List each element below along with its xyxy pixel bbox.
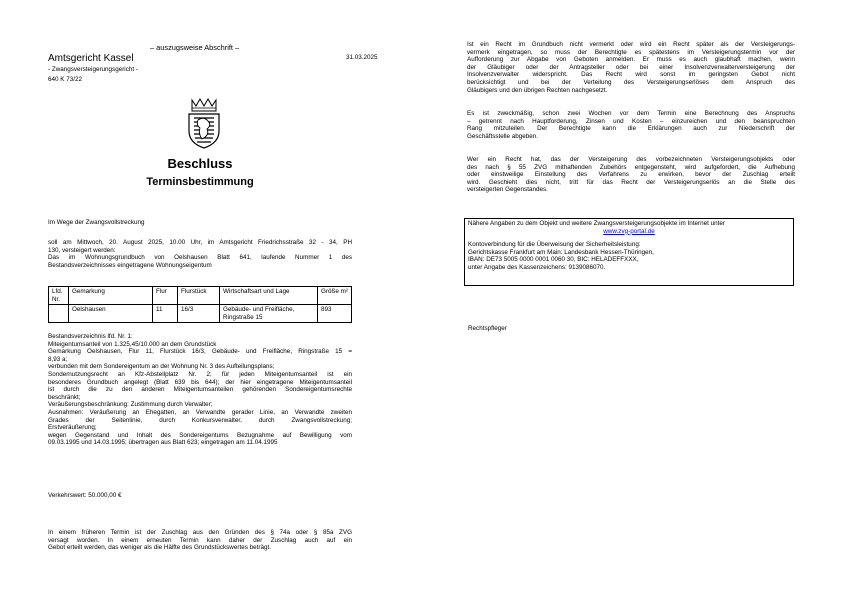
intro-text: Im Wege der Zwangsvollstreckung: [48, 219, 145, 226]
detail-line: verbunden mit dem Sondereigentum an der Wohnung Nr. 3 des Aufteilungsplans;: [48, 363, 275, 371]
hesse-coat-of-arms-icon: [186, 97, 222, 149]
column-header: Lfd. Nr.: [49, 287, 69, 305]
court-name: Amtsgericht Kassel: [48, 53, 134, 64]
market-value: Verkehrswert: 50.000,00 €: [48, 492, 122, 499]
appointment-line: Das im Wohnungsgrundbuch von Oelshausen Blatt 641, laufende Nummer 1 des: [48, 254, 352, 262]
detail-line: besonderes Grundbuch angelegt (Blatt 639 bis 644); der hier eingetragene Miteigentumsanteil: [48, 378, 352, 386]
detail-line: Grades der Seitenlinie, durch Konkursverwalter, durch Zwangsvollstreckung;: [48, 416, 352, 424]
detail-line: Bestandsverzeichnis lfd. Nr. 1:: [48, 333, 133, 340]
table-header-row: [49, 287, 352, 305]
note-line: In einem früheren Termin ist der Zuschlag aus den Gründen des § 74a oder § 85a ZVG: [48, 529, 352, 536]
info-line: Nähere Angaben zu dem Objekt und weitere Zwangsversteigerungsobjekte im Internet unter: [468, 220, 725, 227]
court-department: - Zwangsversteigerungsgericht -: [48, 66, 138, 73]
detail-line: 8,93 a;: [48, 355, 68, 363]
column-header: Flur: [153, 287, 178, 305]
info-line: Kontoverbindung für die Überweisung der Sicherheitsleistung:: [468, 241, 641, 249]
info-line: Gerichtskasse Frankfurt am Main: Landesbank Hessen-Thüringen,: [468, 248, 654, 256]
detail-line: Ausnahmen: Veräußerung an Ehegatten, an Verwandte gerader Linie, an Verwandte zweiten: [48, 408, 352, 416]
column-header: Wirtschaftsart und Lage: [220, 287, 318, 305]
table-row: [49, 305, 352, 323]
column-header: Flurstück: [178, 287, 220, 305]
info-line: IBAN: DE73 5005 0000 0001 0060 30, BIC: HELADEFFXXX,: [468, 256, 639, 264]
detail-line: Veräußerungsbeschränkung: Zustimmung durch Verwalter;: [48, 401, 213, 409]
table-cell: 11: [153, 305, 178, 323]
zvg-portal-link[interactable]: www.zvg-portal.de: [603, 227, 655, 235]
detail-line: beschränkt;: [48, 393, 81, 401]
paragraph-line: Wer ein Recht hat, das der Versteigerung des vorbezeichneten Versteigerungsobjekts oder: [467, 156, 795, 163]
appointment-text: [48, 239, 352, 269]
property-table: [48, 286, 352, 323]
note-line: Gebot erteilt werden, das weniger als die Hälfte des Grundstückswertes beträgt.: [48, 544, 271, 552]
table-cell: [49, 305, 69, 323]
paragraph-line: – getrennt nach Hauptforderung, Zinsen und Kosten – einzureichen und den beanspruchten: [467, 117, 795, 125]
objection-paragraph: [467, 156, 795, 194]
detail-line: wegen Gegenstand und Inhalt des Sondereigentums Bezugnahme auf Bewilligung vom: [48, 431, 352, 439]
detail-line: Gemarkung Oelshausen, Flur 11, Flurstück 16/3, Gebäude- und Freifläche, Ringstraße 15 =: [48, 348, 352, 356]
paragraph-line: des nach § 55 ZVG mithaftenden Zubehörs entgegensteht, wird aufgefordert, die Aufhebung: [467, 163, 795, 171]
signature-label: Rechtspfleger: [468, 325, 507, 332]
document-date: 31.03.2025: [346, 54, 378, 61]
paragraph-line: Geschäftsstelle abgeben.: [467, 132, 539, 140]
table-cell: Oelshausen: [69, 305, 153, 323]
info-line: unter Angabe des Kassenzeichens: 9139086070.: [468, 263, 606, 271]
paragraph-line: Insolvenzverwalter widerspricht. Das Recht wird sonst im geringsten Gebot nicht: [467, 71, 795, 79]
paragraph-line: Es ist zweckmäßig, schon zwei Wochen vor dem Termin eine Berechnung des Anspruchs: [467, 110, 795, 117]
column-header: Größe m²: [318, 287, 352, 305]
paragraph-line: oder einstweilige Einstellung des Verfahrens zu erwirken, bevor der Zuschlag erteilt: [467, 171, 795, 179]
document-title: Beschluss: [167, 156, 233, 171]
document-heading: Terminsbestimmung: [146, 176, 254, 188]
paragraph-line: berücksichtigt und bei der Verteilung des Versteigerungserlöses dem Anspruch des: [467, 78, 795, 86]
column-header: Gemarkung: [69, 287, 153, 305]
file-number: 640 K 73/22: [48, 76, 82, 83]
auction-note: [48, 529, 352, 552]
note-line: versagt worden. In einem erneuten Termin kann daher der Zuschlag auch auf ein: [48, 536, 352, 544]
paragraph-line: der Gläubiger oder der Antragsteller oder bei einer Insolvenzverwalterversteigerung der: [467, 63, 795, 71]
paragraph-line: versteigerten Gegenstandes.: [467, 186, 548, 194]
claim-paragraph: [467, 110, 795, 140]
detail-line: 09.03.1995 und 14.03.1995; übertragen aus Blatt 623; eingetragen am 11.04.1995: [48, 439, 278, 447]
table-cell: 893: [318, 305, 352, 323]
paragraph-line: Rang mitzuteilen. Der Berechtigte kann die Erklärungen auch zur Niederschrift der: [467, 125, 795, 133]
info-box: [464, 218, 794, 286]
table-cell: Gebäude- und Freifläche, Ringstraße 15: [220, 305, 318, 323]
appointment-line: soll am Mittwoch, 20. August 2025, 10.00 Uhr, im Amtsgericht Friedrichsstraße 32 - 34, PH: [48, 239, 352, 246]
table-cell: 16/3: [178, 305, 220, 323]
paragraph-line: vermerk eingetragen, so muss der Berechtigte es spätestens im Versteigerungstermin vor der: [467, 48, 795, 56]
appointment-line: 130, versteigert werden:: [48, 246, 116, 254]
property-details: [48, 333, 352, 447]
detail-line: ist durch die zu den anderen Miteigentumsanteilen gehörenden Sondereigentumsrechte: [48, 386, 352, 394]
detail-line: Miteigentumsanteil von 1.325,45/10.000 an dem Grundstück: [48, 340, 217, 348]
paragraph-line: Gläubigers und den übrigen Rechten nachgesetzt.: [467, 86, 608, 94]
detail-line: Erstveräußerung;: [48, 424, 97, 432]
registration-paragraph: [467, 41, 795, 94]
appointment-line: Bestandsverzeichnisses eingetragene Wohnungseigentum: [48, 261, 212, 269]
paragraph-line: wird. Geschieht dies nicht, tritt für das Recht der Versteigerungserlös an die Stelle des: [467, 178, 795, 186]
document-subtitle: – auszugsweise Abschrift –: [150, 43, 240, 52]
paragraph-line: Aufforderung zur Abgabe von Geboten anmelden. Er muss es auch glaubhaft machen, wenn: [467, 56, 795, 64]
detail-line: Sondernutzungsrecht an Kfz-Abstellplatz Nr. 2; für jeden Miteigentumsanteil ist ein: [48, 370, 352, 378]
paragraph-line: Ist ein Recht im Grundbuch nicht vermerkt oder wird ein Recht später als der Versteigerungs-: [467, 41, 795, 48]
